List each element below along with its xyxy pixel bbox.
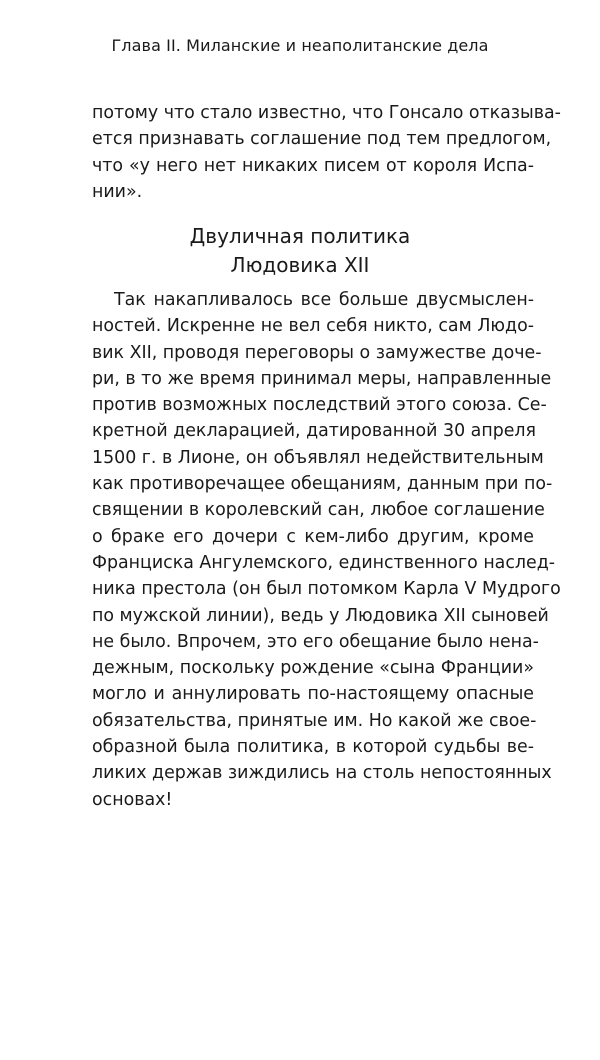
section-heading-line: Двуличная политика [189, 224, 411, 248]
text-line: Франциска Ангулемского, единственного наслед- [92, 552, 556, 573]
text-line: нии». [92, 181, 143, 202]
text-line: не было. Впрочем, это его обещание было нена- [92, 631, 539, 652]
running-head: Глава II. Миланские и неаполитанские дела [111, 36, 489, 55]
text-line: ри, в то же время принимал меры, направленные [92, 368, 552, 389]
body-paragraph [92, 287, 561, 813]
text-line: 1500 г. в Лионе, он объявлял недействительным [92, 447, 544, 468]
text-line: основах! [92, 789, 173, 810]
text-line: что «у него нет никаких писем от короля Испа- [92, 155, 534, 176]
text-line: о браке его дочери с кем-либо другим, кроме [92, 526, 534, 547]
text-line: ется признавать соглашение под тем предлогом, [92, 129, 552, 150]
text-line: ностей. Искренне не вел себя никто, сам Людо- [92, 316, 534, 337]
text-line: потому что стало известно, что Гонсало отказыва- [92, 103, 561, 123]
opening-paragraph [92, 100, 561, 205]
text-line: священии в королевский сан, любое соглашение [92, 500, 545, 521]
text-line: по мужской линии), ведь у Людовика XII сыновей [92, 605, 549, 626]
text-line: вик XII, проводя переговоры о замужестве доче- [92, 342, 542, 363]
text-line: могло и аннулировать по-настоящему опасные [92, 684, 534, 705]
section-heading-line: Людовика XII [230, 253, 370, 277]
text-line: дежным, поскольку рождение «сына Франции» [92, 658, 534, 679]
section-heading [0, 222, 600, 280]
text-line: как противоречащее обещаниям, данным при по- [92, 474, 553, 495]
text-line: Так накапливалось все больше двусмыслен- [114, 290, 534, 310]
text-line: ника престола (он был потомком Карла V Мудрого [92, 579, 561, 600]
text-line: образной была политика, в которой судьбы ве- [92, 737, 534, 758]
text-line: против возможных последствий этого союза. Се- [92, 395, 547, 416]
text-line: обязательства, принятые им. Но какой же свое- [92, 710, 537, 731]
text-line: кретной декларацией, датированной 30 апреля [92, 421, 537, 442]
text-line: ликих держав зиждились на столь непостоянных [92, 763, 552, 784]
